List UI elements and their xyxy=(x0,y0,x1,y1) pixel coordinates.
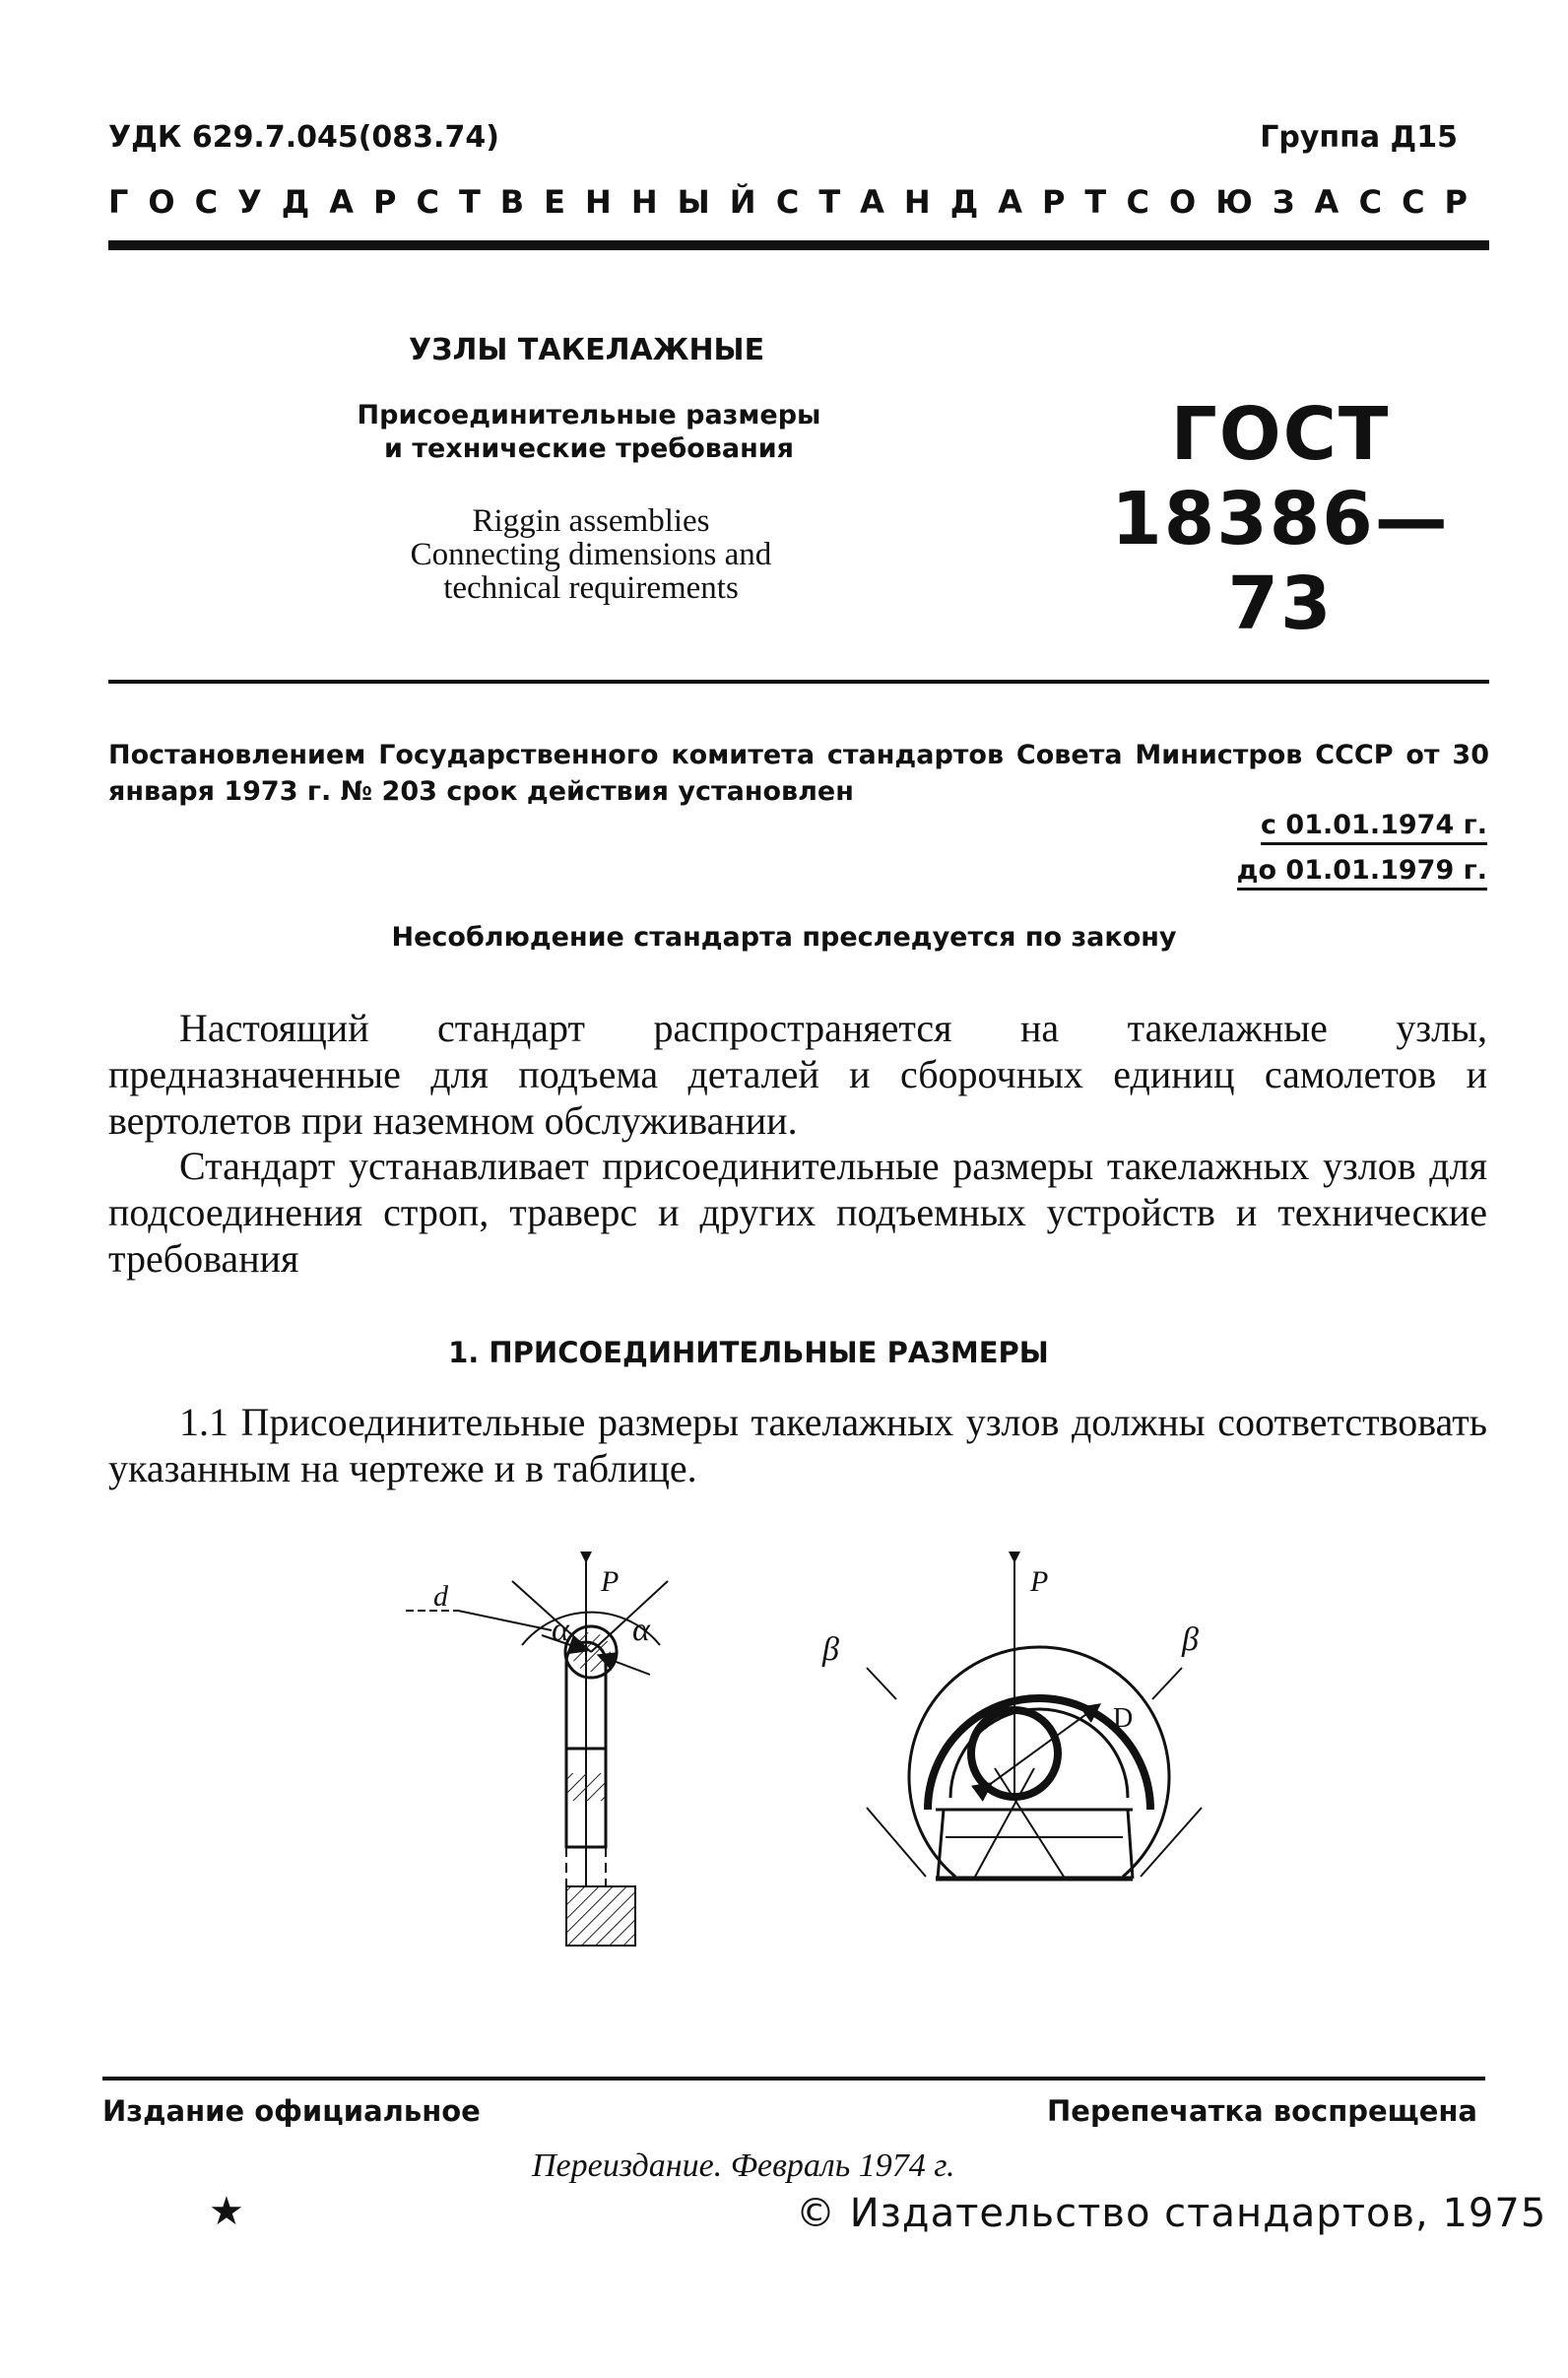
star-icon: ★ xyxy=(209,2189,244,2234)
ring-front-view xyxy=(867,1553,1202,1879)
label-beta-left: β xyxy=(822,1631,839,1668)
header-thick-rule xyxy=(108,240,1489,250)
official-edition: Издание официальное xyxy=(102,2094,481,2128)
udk-code: УДК 629.7.045(083.74) xyxy=(108,120,499,155)
title-en xyxy=(345,504,837,605)
footer-rule xyxy=(102,2077,1485,2081)
paragraph-purpose: Стандарт устанавливает присоединительные размеры такелажных узлов для подсоединения строп, траверс и других подъемных устройств и технические требования xyxy=(108,1144,1487,1281)
title-en-line: Riggin assemblies xyxy=(472,503,710,539)
lug-base-hatch xyxy=(566,1886,635,1946)
label-beta-right: β xyxy=(1182,1621,1199,1658)
valid-from-date: с 01.01.1974 г. xyxy=(1261,810,1487,845)
label-p-right: P xyxy=(1030,1565,1049,1598)
valid-to-wrap xyxy=(1237,855,1487,886)
label-alpha-left: α xyxy=(552,1612,569,1648)
paragraph-scope: Настоящий стандарт распространяется на такелажные узлы, предназначенные для подъема деталей и сборочных единиц самолетов и вертолетов при наземном обслуживании. xyxy=(108,1006,1487,1143)
title-en-line: technical requirements xyxy=(443,570,739,606)
subtitle-ru-line: Присоединительные размеры xyxy=(357,400,821,430)
valid-from-wrap xyxy=(1261,810,1487,840)
label-alpha-right: α xyxy=(632,1612,650,1648)
reissue-note: Переиздание. Февраль 1974 г. xyxy=(532,2147,955,2184)
section-heading: 1. ПРИСОЕДИНИТЕЛЬНЫЕ РАЗМЕРЫ xyxy=(448,1336,1049,1369)
paragraph-1-1: 1.1 Присоединительные размеры такелажных узлов должны соответствовать указанным на чертеже и в таблице. xyxy=(108,1400,1487,1490)
law-notice: Несоблюдение стандарта преследуется по закону xyxy=(391,922,1177,953)
subtitle-ru xyxy=(333,399,845,466)
label-d: d xyxy=(433,1580,448,1613)
subtitle-ru-line: и технические требования xyxy=(384,433,794,464)
reprint-prohibited: Перепечатка воспрещена xyxy=(1047,2094,1477,2128)
connecting-dimensions-drawing xyxy=(404,1552,1211,1985)
gost-label: ГОСТ xyxy=(1170,392,1391,477)
label-p-left: P xyxy=(601,1565,620,1598)
valid-to-date: до 01.01.1979 г. xyxy=(1237,855,1487,891)
gost-designation xyxy=(1083,392,1477,646)
banner-word: СОЮЗА xyxy=(1126,183,1359,221)
label-D: D xyxy=(1113,1703,1134,1734)
group-code: Группа Д15 xyxy=(1260,120,1458,155)
title-block-rule xyxy=(108,680,1489,684)
banner-word: ГОСУДАРСТВЕННЫЙ xyxy=(108,183,776,221)
state-standard-banner xyxy=(108,183,1487,221)
banner-word: ССР xyxy=(1358,183,1487,221)
title-en-line: Connecting dimensions and xyxy=(410,537,772,572)
document-title: УЗЛЫ ТАКЕЛАЖНЫЕ xyxy=(409,333,765,367)
gost-number: 18386—73 xyxy=(1111,477,1450,646)
publisher-copyright: © Издательство стандартов, 1975 xyxy=(796,2191,1547,2236)
banner-word: СТАНДАРТ xyxy=(775,183,1127,221)
decree-text: Постановлением Государственного комитета стандартов Совета Министров СССР от 30 января 1973 г. № 203 срок действия установлен xyxy=(108,740,1489,807)
